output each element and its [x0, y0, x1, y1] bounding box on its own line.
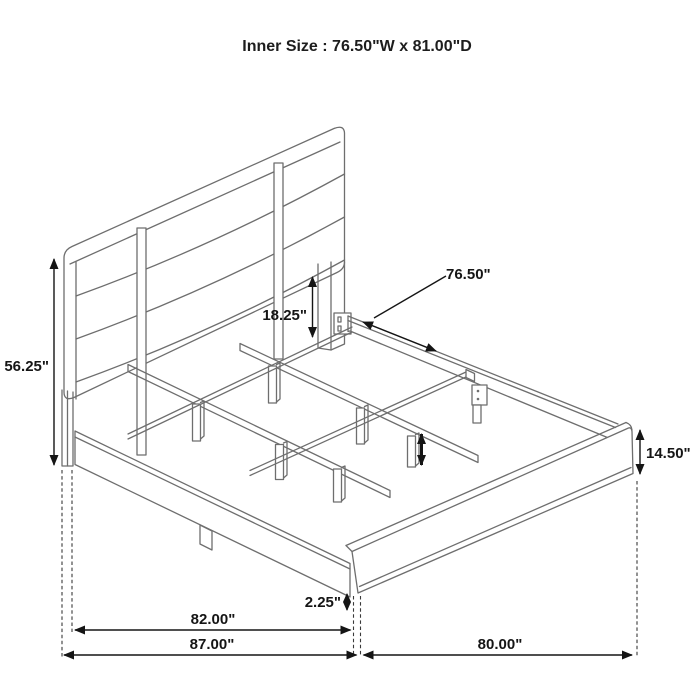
dim-label: 82.00": [190, 611, 236, 628]
diagram-title: Inner Size : 76.50"W x 81.00"D: [242, 38, 472, 55]
headboard-post-right: [274, 163, 283, 359]
footboard: [346, 423, 633, 594]
footboard-face: [352, 428, 633, 593]
dim-label: 14.50": [646, 445, 691, 462]
headboard: [64, 127, 345, 399]
dim-label: 80.00": [477, 636, 523, 653]
dim-overall-width: [64, 636, 357, 655]
center-rail-bracket: [472, 385, 487, 423]
dim-arrow: [363, 322, 436, 351]
dim-footboard-floor-gap: [305, 594, 347, 611]
headboard-face: [64, 127, 345, 398]
support-leg: [334, 466, 346, 502]
dim-label: 18.25": [262, 307, 307, 324]
dim-label: 56.25": [4, 358, 49, 375]
headboard-post-left: [137, 228, 146, 455]
dim-headboard-height: [4, 259, 54, 465]
slat-bar: [250, 372, 466, 471]
dim-slat-frame-width: [75, 611, 351, 630]
dim-inner-width: [363, 266, 491, 351]
support-leg: [408, 433, 420, 467]
dim-label: 76.50": [446, 266, 491, 283]
headboard-left-leg: [62, 390, 73, 466]
dim-leader: [374, 276, 446, 318]
dim-footboard-height: [640, 430, 691, 474]
bracket-leg: [473, 405, 481, 423]
side-rail-front: [75, 431, 350, 597]
dim-label: 87.00": [189, 636, 235, 653]
dim-overall-depth: [364, 636, 633, 655]
side-rail-front-board: [75, 431, 350, 597]
dim-label: 2.25": [304, 594, 341, 611]
